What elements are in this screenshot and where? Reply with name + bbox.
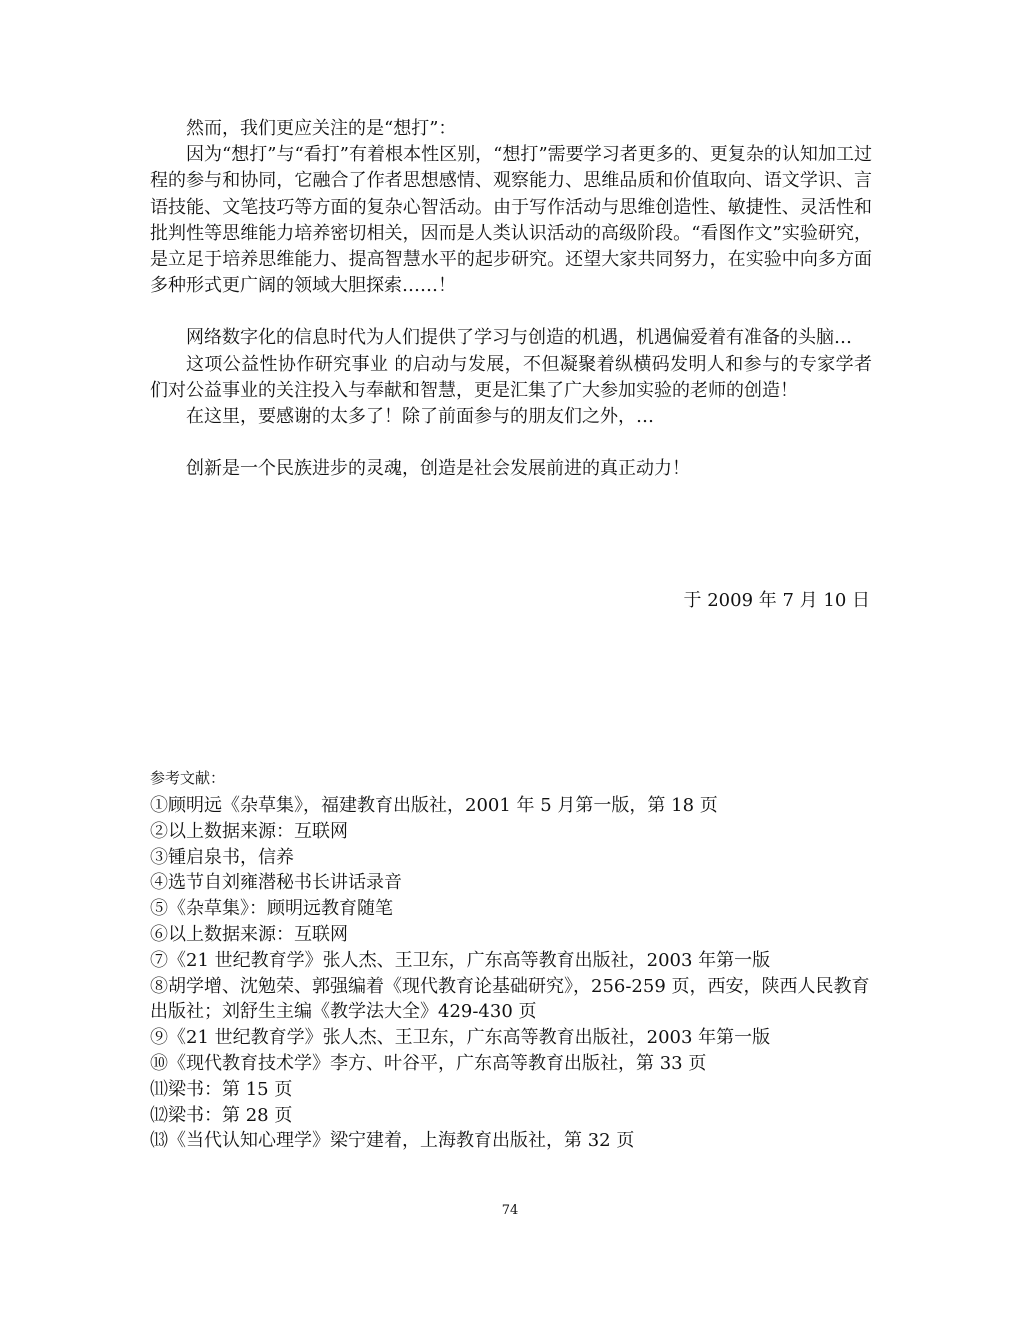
- paragraph: 然而，我们更应关注的是“想打”：: [186, 118, 457, 139]
- references-heading: 参考文献：: [150, 769, 226, 787]
- reference-item: ⑨《21 世纪教育学》张人杰、王卫东，广东高等教育出版社，2003 年第一版: [150, 1027, 771, 1049]
- reference-item: ⑦《21 世纪教育学》张人杰、王卫东，广东高等教育出版社，2003 年第一版: [150, 949, 771, 971]
- reference-item: ⑤《杂草集》：顾明远教育随笔: [150, 898, 393, 920]
- reference-item: ⒀《当代认知心理学》梁宁建着，上海教育出版社，第 32 页: [150, 1130, 635, 1152]
- reference-item: ①顾明远《杂草集》，福建教育出版社，2001 年 5 月第一版，第 18 页: [150, 795, 718, 816]
- reference-item: ③锺启泉书，信养: [150, 846, 294, 868]
- reference-item: ⑿梁书：第 28 页: [150, 1104, 293, 1126]
- reference-item: ④选节自刘雍潜秘书长讲话录音: [150, 872, 402, 894]
- paragraph: 网络数字化的信息时代为人们提供了学习与创造的机遇，机遇偏爱着有准备的头脑…: [186, 327, 852, 349]
- references-section: [150, 765, 872, 1154]
- reference-item: ⑾梁书：第 15 页: [150, 1078, 293, 1100]
- reference-item: ⑩《现代教育技术学》李方、叶谷平，广东高等教育出版社，第 33 页: [150, 1052, 707, 1074]
- paragraph: 因为“想打”与“看打”有着根本性区别，“想打”需要学习者更多的、更复杂的认知加工过程的参与和协同，它融合了作者思想感情、观察能力、思维品质和价值取向、语文学识、言语技能、文笔技巧等方面的复杂心智活动。由于写作活动与思维创造性、敏捷性、灵活性和批判性等思维能力培养密切相关，因而是人类认识活动的高级阶段。“看图作文”实验研究，是立足于培养思维能力、提高智慧水平的起步研究。还望大家共同努力，在实验中向多方面多种形式更广阔的领域大胆探索……！: [150, 144, 872, 297]
- reference-item: ⑧胡学增、沈勉荣、郭强编着《现代教育论基础研究》，256-259 页，西安，陕西人民教育出版社；刘舒生主编《教学法大全》429-430 页: [150, 975, 870, 1023]
- reference-item: ②以上数据来源：互联网: [150, 820, 348, 842]
- paragraph: 在这里，要感谢的太多了！除了前面参与的朋友们之外，…: [186, 406, 654, 428]
- signature-date: 于 2009 年 7 月 10 日: [683, 590, 870, 611]
- closing-statement: 创新是一个民族进步的灵魂，创造是社会发展前进的真正动力！: [186, 458, 690, 480]
- paragraph: 这项公益性协作研究事业 的启动与发展，不但凝聚着纵横码发明人和参与的专家学者们对公益事业的关注投入与奉献和智慧，更是汇集了广大参加实验的老师的创造！: [150, 353, 872, 401]
- page-number: 74: [501, 1203, 519, 1218]
- reference-item: ⑥以上数据来源：互联网: [150, 923, 348, 945]
- body-text: [150, 116, 872, 482]
- references-list: [150, 793, 872, 1154]
